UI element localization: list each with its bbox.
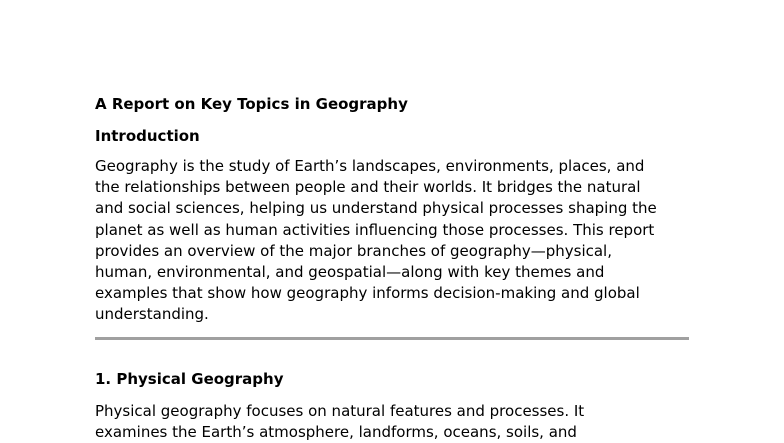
- physical-geography-paragraph: [95, 401, 690, 443]
- physical-geography-heading: 1. Physical Geography: [95, 370, 284, 388]
- introduction-line: Geography is the study of Earth’s landscapes, environments, places, and: [95, 157, 645, 175]
- introduction-line: planet as well as human activities influencing those processes. This report: [95, 220, 655, 239]
- physical-geography-line: Physical geography focuses on natural features and processes. It: [95, 402, 585, 420]
- section-divider: [95, 337, 689, 340]
- introduction-line: provides an overview of the major branches of geography—physical,: [95, 241, 612, 260]
- physical-geography-line: examines the Earth’s atmosphere, landforms, oceans, soils, and: [95, 423, 577, 442]
- introduction-line: understanding.: [95, 305, 209, 324]
- introduction-line: human, environmental, and geospatial—along with key themes and: [95, 263, 605, 282]
- introduction-line: and social sciences, helping us understand physical processes shaping the: [95, 199, 657, 218]
- document-title: A Report on Key Topics in Geography: [95, 95, 408, 113]
- introduction-line: the relationships between people and their worlds. It bridges the natural: [95, 178, 641, 197]
- introduction-line: examples that show how geography informs decision-making and global: [95, 284, 640, 303]
- introduction-heading: Introduction: [95, 127, 200, 145]
- introduction-paragraph: [95, 156, 690, 326]
